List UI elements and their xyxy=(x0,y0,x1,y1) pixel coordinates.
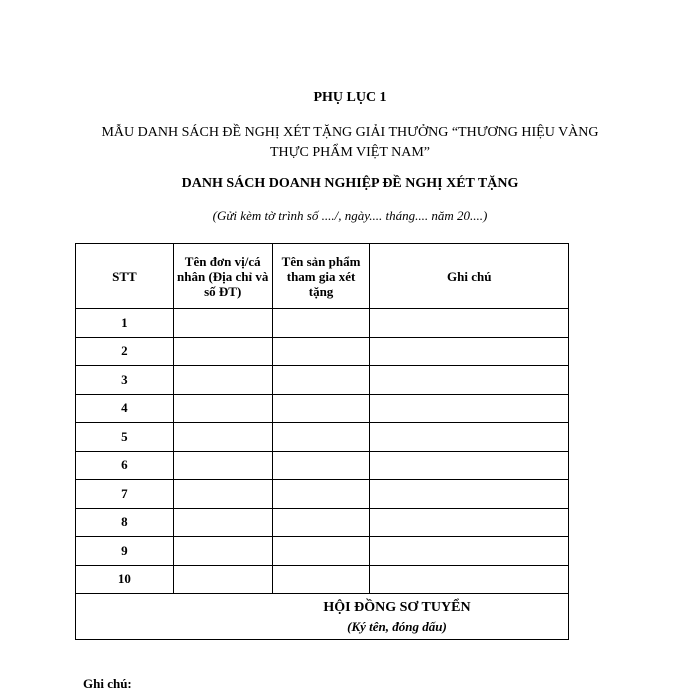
unit-cell xyxy=(173,451,272,480)
product-cell xyxy=(272,565,370,594)
form-title xyxy=(70,123,630,163)
unit-cell xyxy=(173,394,272,423)
unit-cell xyxy=(173,480,272,509)
note-cell xyxy=(370,508,569,537)
nomination-table xyxy=(75,243,569,640)
table-row xyxy=(76,537,569,566)
table-row xyxy=(76,480,569,509)
council-row xyxy=(76,594,569,640)
form-title-line-2: THỰC PHẨM VIỆT NAM” xyxy=(269,145,431,160)
table-row xyxy=(76,394,569,423)
submission-note: (Gửi kèm tờ trình số ..../, ngày.... tháng.... năm 20....) xyxy=(212,208,488,223)
unit-cell xyxy=(173,537,272,566)
list-title: DANH SÁCH DOANH NGHIỆP ĐỀ NGHỊ XÉT TẶNG xyxy=(181,176,519,191)
table-row xyxy=(76,423,569,452)
row-number: 5 xyxy=(76,423,174,452)
unit-cell xyxy=(173,423,272,452)
row-number: 7 xyxy=(76,480,174,509)
unit-cell xyxy=(173,508,272,537)
note-cell xyxy=(370,565,569,594)
row-number: 1 xyxy=(76,309,174,338)
council-signature-cell xyxy=(76,594,569,640)
product-cell xyxy=(272,537,370,566)
header-unit: Tên đơn vị/cá nhân (Địa chỉ và số ĐT) xyxy=(173,244,272,309)
unit-cell xyxy=(173,366,272,395)
table-row xyxy=(76,565,569,594)
table-header-row xyxy=(76,244,569,309)
product-cell xyxy=(272,394,370,423)
row-number: 8 xyxy=(76,508,174,537)
table-row xyxy=(76,366,569,395)
table-row xyxy=(76,508,569,537)
product-cell xyxy=(272,337,370,366)
header-stt: STT xyxy=(76,244,174,309)
note-cell xyxy=(370,480,569,509)
note-cell xyxy=(370,309,569,338)
row-number: 3 xyxy=(76,366,174,395)
product-cell xyxy=(272,451,370,480)
note-cell xyxy=(370,537,569,566)
product-cell xyxy=(272,366,370,395)
table-row xyxy=(76,451,569,480)
form-title-line-1: MẪU DANH SÁCH ĐỀ NGHỊ XÉT TẶNG GIẢI THƯỞNG “THƯƠNG HIỆU VÀNG xyxy=(101,125,599,140)
table-row xyxy=(76,337,569,366)
unit-cell xyxy=(173,565,272,594)
product-cell xyxy=(272,480,370,509)
note-cell xyxy=(370,451,569,480)
council-name: HỘI ĐỒNG SƠ TUYỂN xyxy=(323,599,471,615)
product-cell xyxy=(272,508,370,537)
row-number: 9 xyxy=(76,537,174,566)
row-number: 6 xyxy=(76,451,174,480)
table-row xyxy=(76,309,569,338)
product-cell xyxy=(272,309,370,338)
row-number: 4 xyxy=(76,394,174,423)
council-sign-instruction: (Ký tên, đóng dấu) xyxy=(347,618,447,634)
row-number: 10 xyxy=(76,565,174,594)
note-cell xyxy=(370,366,569,395)
footer-note-label: Ghi chú: xyxy=(83,676,132,691)
note-cell xyxy=(370,394,569,423)
note-cell xyxy=(370,337,569,366)
unit-cell xyxy=(173,337,272,366)
row-number: 2 xyxy=(76,337,174,366)
appendix-title: PHỤ LỤC 1 xyxy=(313,90,387,105)
header-product: Tên sản phẩm tham gia xét tặng xyxy=(272,244,370,309)
unit-cell xyxy=(173,309,272,338)
product-cell xyxy=(272,423,370,452)
header-note: Ghi chú xyxy=(370,244,569,309)
note-cell xyxy=(370,423,569,452)
